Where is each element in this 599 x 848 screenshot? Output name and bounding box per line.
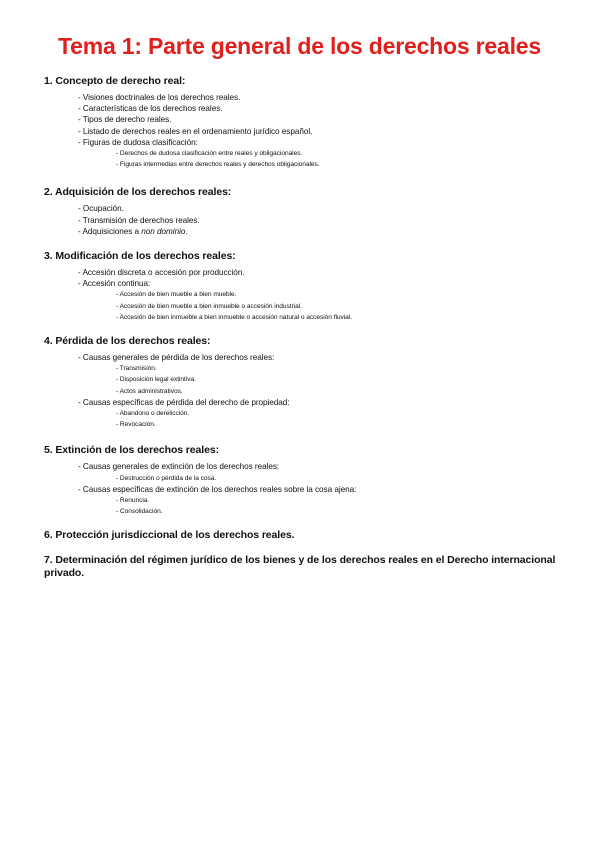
list-item — [78, 397, 564, 431]
list-item-text: - Causas específicas de extinción de los derechos reales sobre la cosa ajena: — [78, 484, 357, 494]
sub-list-item: - Accesión de bien mueble a bien mueble. — [116, 291, 237, 299]
list-item — [78, 484, 564, 518]
list-item — [78, 126, 564, 137]
list-item-suffix: . — [185, 226, 188, 236]
list-item — [78, 137, 564, 171]
sub-item-list — [78, 408, 564, 430]
list-item-text: - Adquisiciones a — [78, 226, 142, 236]
list-item-text: - Características de los derechos reales. — [78, 104, 223, 114]
list-item-text: - Tipos de derecho reales. — [78, 115, 172, 125]
section-heading: 6. Protección jurisdiccional de los derechos reales. — [44, 529, 295, 542]
section-heading: 2. Adquisición de los derechos reales: — [44, 186, 232, 199]
list-item — [78, 103, 564, 114]
list-item-text: - Figuras de dudosa clasificación: — [78, 137, 198, 147]
list-item-text: - Causas generales de pérdida de los derechos reales: — [78, 353, 275, 363]
sub-list-item: - Actos administrativos. — [116, 387, 183, 395]
list-item-text: - Visiones doctrinales de los derechos reales. — [78, 93, 241, 102]
section-6 — [44, 529, 564, 542]
list-item — [78, 278, 564, 323]
sub-list-item: - Destrucción o pérdida de la cosa. — [116, 474, 217, 482]
section-1 — [44, 75, 564, 170]
list-item-italic-text: non dominio — [141, 226, 186, 236]
section-heading: 3. Modificación de los derechos reales: — [44, 250, 236, 263]
list-item-text: - Causas específicas de pérdida del derecho de propiedad: — [78, 397, 290, 407]
sub-item-list — [78, 473, 564, 484]
section-heading: 5. Extinción de los derechos reales: — [44, 444, 219, 457]
section-7 — [44, 554, 564, 580]
section-2 — [44, 186, 564, 237]
section-item-list — [44, 352, 564, 430]
list-item — [78, 352, 564, 397]
sub-list-item: - Figuras intermedias entre derechos reales y derechos obligacionales. — [116, 161, 320, 169]
sub-list-item: - Renuncia. — [116, 497, 150, 505]
list-item-text: - Ocupación. — [78, 204, 124, 214]
section-item-list — [44, 461, 564, 517]
section-4 — [44, 335, 564, 430]
section-3 — [44, 250, 564, 323]
list-item — [78, 114, 564, 125]
sub-list-item: - Consolidación. — [116, 508, 163, 516]
document-body — [44, 75, 564, 584]
list-item — [78, 461, 564, 483]
list-item — [78, 267, 564, 278]
section-heading: 1. Concepto de derecho real: — [44, 75, 186, 87]
sub-item-list — [78, 495, 564, 517]
list-item-text: - Causas generales de extinción de los derechos reales: — [78, 462, 280, 472]
sub-list-item: - Revocación. — [116, 421, 156, 429]
section-heading: 4. Pérdida de los derechos reales: — [44, 335, 211, 348]
section-heading: 7. Determinación del régimen jurídico de los bienes y de los derechos reales en el Derecho internacional privado. — [44, 554, 556, 580]
sub-list-item: - Disposición legal extintiva. — [116, 376, 196, 384]
list-item — [78, 92, 564, 103]
section-item-list — [44, 267, 564, 323]
sub-item-list — [78, 363, 564, 397]
sub-list-item: - Accesión de bien mueble a bien inmueble o accesión industrial. — [116, 302, 302, 310]
sub-item-list — [78, 289, 564, 323]
sub-list-item: - Transmisión. — [116, 365, 157, 373]
list-item — [78, 226, 564, 237]
list-item-text: - Transmisión de derechos reales. — [78, 215, 200, 225]
section-5 — [44, 444, 564, 517]
sub-list-item: - Accesión de bien inmueble a bien inmueble o accesión natural o accesión fluvial. — [116, 313, 352, 321]
sub-item-list — [78, 148, 564, 170]
section-item-list — [44, 92, 564, 170]
list-item — [78, 215, 564, 226]
section-item-list — [44, 203, 564, 237]
page-title: Tema 1: Parte general de los derechos reales — [58, 33, 541, 59]
list-item — [78, 203, 564, 214]
sub-list-item: - Abandono o derelicción. — [116, 410, 190, 418]
sub-list-item: - Derechos de dudosa clasificación entre reales y obligacionales. — [116, 150, 303, 158]
list-item-text: - Accesión discreta o accesión por producción. — [78, 268, 245, 278]
list-item-text: - Accesión continua: — [78, 279, 151, 289]
list-item-text: - Listado de derechos reales en el ordenamiento jurídico español. — [78, 126, 313, 136]
